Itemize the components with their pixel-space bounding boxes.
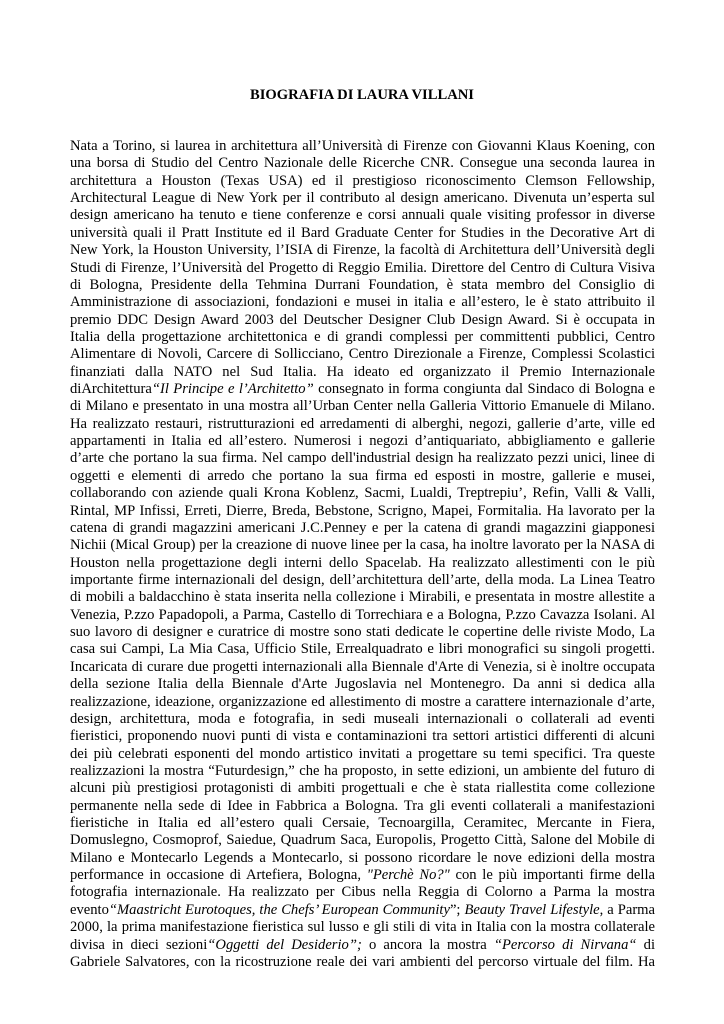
text-segment: ”; bbox=[449, 901, 465, 918]
text-segment: con le più importanti firme della bbox=[449, 867, 655, 884]
text-line: Alimentare di Novoli, Carcere di Sollicciano, Centro Direzionale a Firenze, Complessi Scolastici bbox=[70, 346, 655, 363]
text-line: di mobili a baldacchino è stata inserita nella collezione i Mirabili, e presentata in mostre allestite a bbox=[70, 589, 655, 606]
italic-title-segment: “Maastricht Eurotoques, the Chefs’ European Community bbox=[108, 901, 450, 918]
text-line: Domuslegno, Cosmoprof, Saiedue, Quadrum Saca, Europolis, Progetto Città, Salone del Mobile di bbox=[70, 832, 655, 849]
text-line: appartamenti in Italia ed all’estero. Numerosi i negozi d’antiquariato, abbigliamento e gallerie bbox=[70, 433, 655, 450]
text-segment: evento bbox=[70, 901, 109, 918]
text-line: fieristiche in Italia ed all’estero quali Cersaie, Tecnoargilla, Ceramitec, Mercante in Fiera, bbox=[70, 815, 655, 832]
text-line: realizzazioni la mostra “Futurdesign,” che ha proposto, in sette edizioni, un ambiente del futuro di bbox=[70, 762, 655, 779]
text-segment: di bbox=[636, 936, 655, 953]
text-segment: divisa in dieci sezioni bbox=[70, 936, 208, 953]
text-line: oggetti e elementi di arredo che portano la sua firma ed esposti in mostre, gallerie e musei, bbox=[70, 467, 655, 484]
text-line: Rintal, MP Infissi, Erreti, Dierre, Breda, Bebstone, Scrigno, Mapei, Formitalia. Ha lavorato per la bbox=[70, 502, 655, 519]
text-line: design, architettura, moda e fotografia, in sedi museali internazionali o collaterali ad eventi bbox=[70, 710, 655, 727]
text-line: finanziati dalla NATO nel Sud Italia. Ha ideato ed organizzato il Premio Internazionale bbox=[70, 363, 655, 380]
text-line bbox=[70, 902, 655, 919]
text-line: 2000, la prima manifestazione fieristica sul lusso e gli stili di vita in Italia con la mostra collaterale bbox=[70, 919, 655, 936]
text-line: Nata a Torino, si laurea in architettura all’Università di Firenze con Giovanni Klaus Koening, con bbox=[70, 138, 655, 154]
text-line: premio DDC Design Award 2003 del Deutscher Designer Club Design Award. Si è occupata in bbox=[70, 311, 655, 328]
text-line: New York, la Houston University, l’ISIA di Firenze, la facoltà di Architettura dell’Università degli bbox=[70, 242, 655, 259]
italic-title-segment: “Oggetti del Desiderio”; bbox=[207, 936, 362, 953]
text-line: permanente nella sede di Idee in Fabbrica a Bologna. Tra gli eventi collaterali a manifestazioni bbox=[70, 797, 655, 814]
text-line: Houston nella progettazione degli interni dello Spacelab. Ha realizzato allestimenti con le più bbox=[70, 554, 655, 571]
text-line: alcuni più prestigiosi protagonisti di ambiti progettuali e che è stata riallestita come collezione bbox=[70, 780, 655, 797]
text-line: Italia della progettazione architettonica e di grandi complessi per committenti pubblici, Centro bbox=[70, 328, 655, 345]
text-line: fieristici, proponendo nuovi punti di vista e contaminazioni tra settori artistici differenti di alcuni bbox=[70, 728, 655, 745]
text-line: Gabriele Salvatores, con la ricostruzione reale dei vari ambienti del percorso virtuale del film. Ha bbox=[70, 953, 655, 970]
text-line: casa sui Campi, La Mia Casa, Ufficio Stile, Errealquadrato e libri monografici su singoli progetti. bbox=[70, 641, 655, 658]
text-line: suo lavoro di designer e curatrice di mostre sono stati dedicate le copertine delle riviste Modo, La bbox=[70, 624, 655, 641]
text-line: catena di grandi magazzini americani J.C.Penney e per la catena di grandi magazzini giapponesi bbox=[70, 519, 655, 536]
text-line: Studi di Firenze, l’Università del Progetto di Reggio Emilia. Direttore del Centro di Cultura Visiva bbox=[70, 259, 655, 276]
text-line: Incaricata di curare due progetti internazionali alla Biennale d'Arte di Venezia, si è inoltre occupata bbox=[70, 658, 655, 675]
text-line: importante firme internazionali del design, dell’architettura dell’arte, della moda. La Linea Teatro bbox=[70, 571, 655, 588]
text-line: collaborando con aziende quali Krona Koblenz, Sacmi, Lualdi, Treptrepiu’, Refin, Valli & Valli, bbox=[70, 485, 655, 502]
biography-text bbox=[70, 138, 655, 971]
text-line: dei più celebrati esponenti del mondo artistico invitati a progettare su temi specifici. Tra queste bbox=[70, 745, 655, 762]
text-line: della sezione Italia della Biennale d'Arte Jugoslavia nel Montenegro. Da anni si dedica alla bbox=[70, 676, 655, 693]
document-title: BIOGRAFIA DI LAURA VILLANI bbox=[250, 87, 474, 103]
text-segment: , a Parma bbox=[599, 901, 655, 918]
text-line: di Milano e presentato in una mostra all’Urban Center nella Galleria Vittorio Emanuele di Milano. bbox=[70, 398, 655, 415]
italic-title-segment: Beauty Travel Lifestyle bbox=[464, 901, 600, 918]
text-line: Amministrazione di associazioni, fondazioni e musei in italia e all’estero, le è stato attribuito il bbox=[70, 294, 655, 311]
text-line bbox=[70, 381, 655, 398]
text-line: Milano e Montecarlo Legends a Montecarlo, si possono ricordare le nove edizioni della mostra bbox=[70, 849, 655, 866]
text-line: Architectural League di New York per il contributo al design americano. Divenuta un’esperta sul bbox=[70, 190, 655, 207]
text-line: una borsa di Studio del Centro Nazionale delle Ricerche CNR. Consegue una seconda laurea in bbox=[70, 155, 655, 172]
text-line: di Bologna, Presidente della Tehmina Durrani Foundation, è stata membro del Consiglio di bbox=[70, 276, 655, 293]
italic-title-segment: “Il Principe e l’Architetto” bbox=[151, 381, 314, 398]
text-line: d’arte che portano la sua firma. Nel campo dell'industrial design ha realizzato pezzi unici, linee di bbox=[70, 450, 655, 467]
text-segment: consegnato in forma congiunta dal Sindaco di Bologna e bbox=[313, 381, 655, 398]
italic-title-segment: “Percorso di Nirvana“ bbox=[493, 936, 637, 953]
text-line bbox=[70, 867, 655, 884]
text-line: Nichii (Mical Group) per la creazione di nuove linee per la casa, ha inoltre lavorato per la NASA di bbox=[70, 537, 655, 554]
text-line: realizzazione, ideazione, organizzazione ed allestimento di mostre a carattere internazionale d’arte, bbox=[70, 693, 655, 710]
text-line: Ha realizzato restauri, ristrutturazioni ed arredamenti di alberghi, negozi, gallerie d’arte, ville ed bbox=[70, 415, 655, 432]
italic-title-segment: "Perchè No?" bbox=[366, 867, 450, 884]
text-segment: diArchitettura bbox=[70, 381, 152, 398]
text-segment: o ancora la mostra bbox=[361, 936, 494, 953]
text-line: fotografia internazionale. Ha realizzato per Cibus nella Reggia di Colorno a Parma la mostra bbox=[70, 884, 655, 901]
text-line bbox=[70, 937, 655, 954]
text-line: architettura a Houston (Texas USA) ed il prestigioso riconoscimento Clemson Fellowship, bbox=[70, 172, 655, 189]
text-line: Venezia, P.zzo Papadopoli, a Parma, Castello di Torrechiara e a Bologna, P.zzo Cavazza Isolani. Al bbox=[70, 606, 655, 623]
text-line: università quali il Pratt Institute ed il Bard Graduate Center for Studies in the Decorative Art di bbox=[70, 224, 655, 241]
text-line: design americano ha tenuto e tiene conferenze e corsi annuali quale visiting professor in diverse bbox=[70, 207, 655, 224]
text-segment: performance in occasione di Artefiera, Bologna, bbox=[70, 867, 367, 884]
